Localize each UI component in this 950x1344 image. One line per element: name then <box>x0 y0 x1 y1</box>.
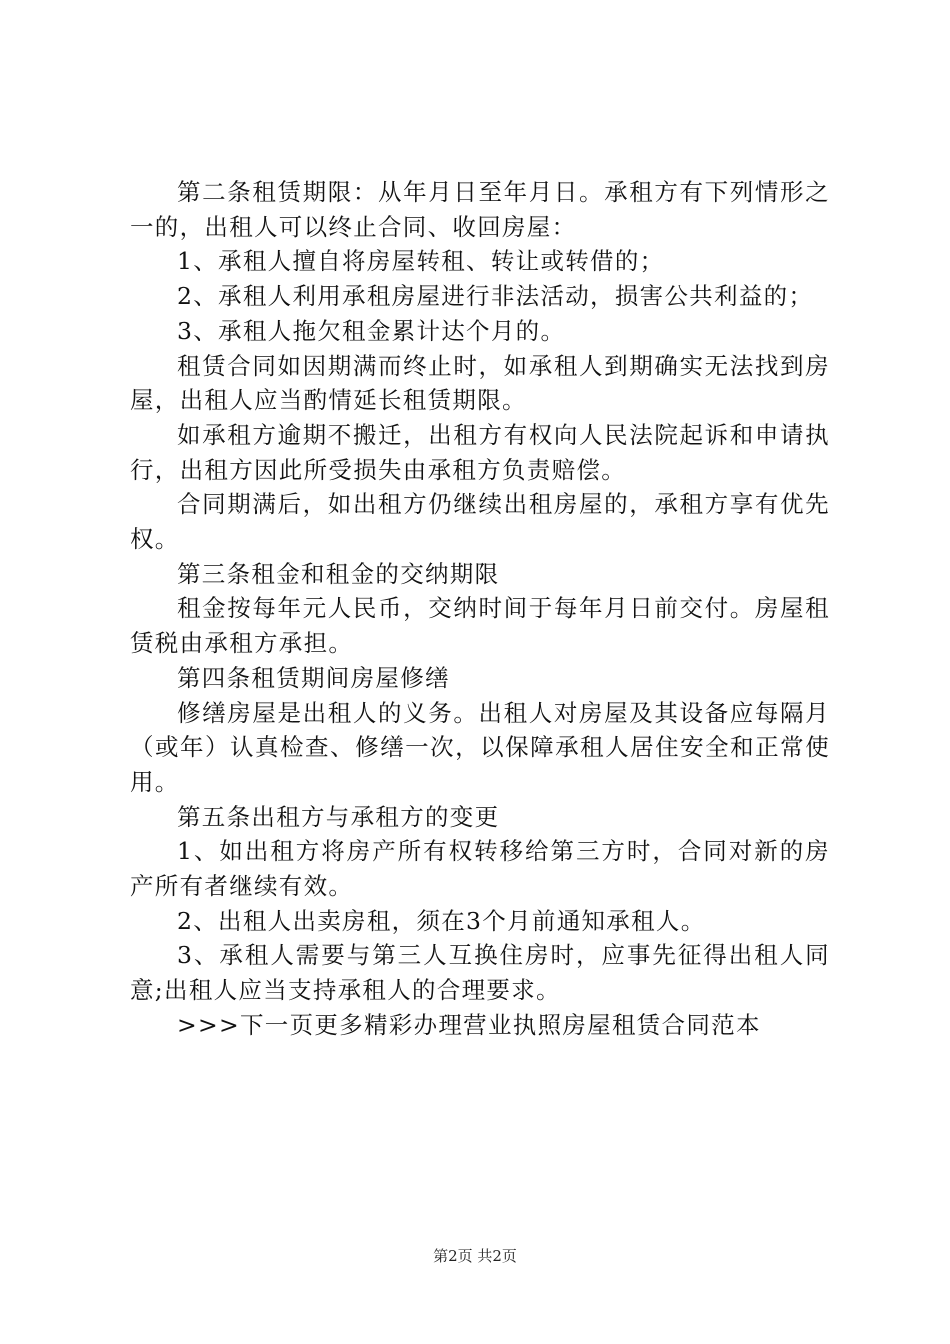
paragraph-change-1: 1、如出租方将房产所有权转移给第三方时，合同对新的房产所有者继续有效。 <box>130 837 830 901</box>
paragraph-repair-duty: 修缮房屋是出租人的义务。出租人对房屋及其设备应每隔月（或年）认真检查、修缮一次，以保障承租人居住安全和正常使用。 <box>130 698 830 796</box>
paragraph-article-2-term: 第二条租赁期限：从年月日至年月日。承租方有下列情形之一的，出租人可以终止合同、收回房屋： <box>130 178 830 241</box>
page-indicator: 第2页 共2页 <box>433 1247 517 1265</box>
heading-article-3: 第三条租金和租金的交纳期限 <box>177 559 500 588</box>
heading-article-5: 第五条出租方与承租方的变更 <box>177 802 500 831</box>
paragraph-overdue-move: 如承租方逾期不搬迁，出租方有权向人民法院起诉和申请执行，出租方因此所受损失由承租方负责赔偿。 <box>130 420 830 484</box>
page-footer <box>0 1246 950 1266</box>
paragraph-clause-2: 2、承租人利用承租房屋进行非法活动，损害公共利益的； <box>177 282 814 311</box>
paragraph-lease-expiry: 租赁合同如因期满而终止时，如承租人到期确实无法找到房屋，出租人应当酌情延长租赁期限。 <box>130 351 830 415</box>
paragraph-change-3: 3、承租人需要与第三人互换住房时，应事先征得出租人同意;出租人应当支持承租人的合理要求。 <box>130 941 830 1005</box>
paragraph-rent-payment: 租金按每年元人民币，交纳时间于每年月日前交付。房屋租赁税由承租方承担。 <box>130 594 830 658</box>
document-body <box>130 175 830 1043</box>
paragraph-change-2: 2、出租人出卖房租，须在3个月前通知承租人。 <box>177 906 706 935</box>
paragraph-clause-3: 3、承租人拖欠租金累计达个月的。 <box>177 316 566 345</box>
next-page-link[interactable]: >>>下一页更多精彩办理营业执照房屋租赁合同范本 <box>177 1010 761 1039</box>
paragraph-priority-right: 合同期满后，如出租方仍继续出租房屋的，承租方享有优先权。 <box>130 490 830 554</box>
heading-article-4: 第四条租赁期间房屋修缮 <box>177 663 450 692</box>
paragraph-clause-1: 1、承租人擅自将房屋转租、转让或转借的； <box>177 247 665 276</box>
